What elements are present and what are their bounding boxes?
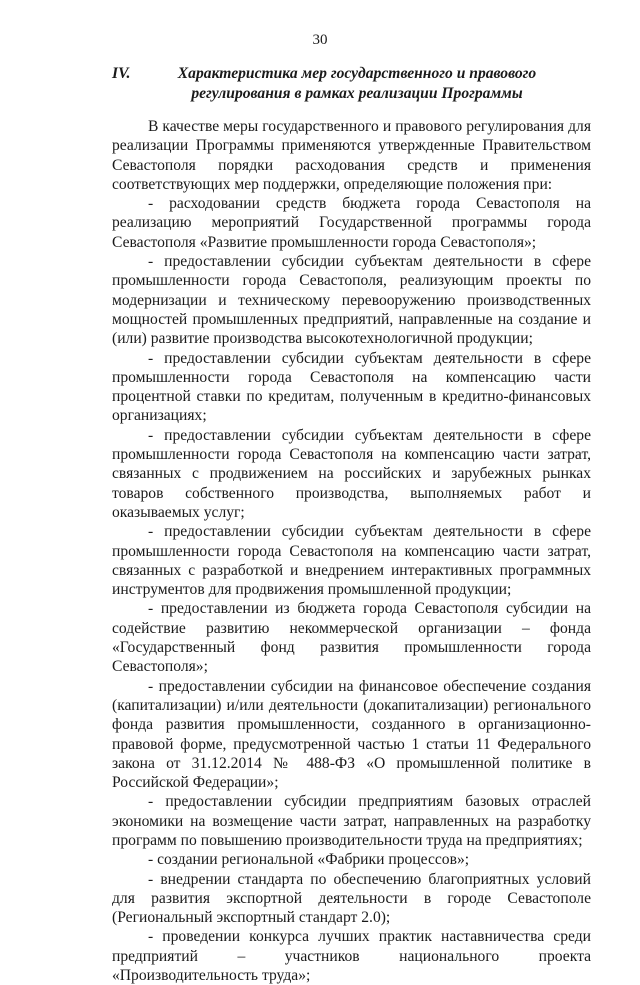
page-number: 30 bbox=[312, 32, 328, 48]
list-item: - внедрении стандарта по обеспечению благоприятных условий для развития экспортной деятельности в городе Севастополе (Региональный экспортный стандарт 2.0); bbox=[112, 870, 591, 927]
section-number: IV. bbox=[112, 65, 131, 82]
list-item: - предоставлении субсидии субъектам деятельности в сфере промышленности города Севастополя на компенсацию части затрат, связанных с продвижением на российских и зарубежных рынках товаров собственного производства, выполняемых работ и оказываемых услуг; bbox=[112, 426, 591, 521]
list-item: - предоставлении субсидии субъектам деятельности в сфере промышленности города Севастополя, реализующим проекты по модернизации и техническому перевооружению производственных мощностей промышленных предприятий, направленные на создание и (или) развитие производства высокотехнологичной продукции; bbox=[112, 253, 591, 348]
list-item: - создании региональной «Фабрики процессов»; bbox=[148, 851, 470, 869]
list-item: - предоставлении субсидии на финансовое обеспечение создания (капитализации) и/или деятельности (докапитализации) регионального фонда развития промышленности, созданного в организационно-правовой форме, предусмотренной частью 1 статьи 11 Федерального закона от 31.12.2014 № 488-ФЗ «О промышленной политике в Российской Федерации»; bbox=[112, 677, 591, 792]
list-item: - предоставлении субсидии субъектам деятельности в сфере промышленности города Севастополя на компенсацию части затрат, связанных с разработкой и внедрением интерактивных программных инструментов для продвижения промышленной продукции; bbox=[112, 523, 591, 599]
list-item: - предоставлении субсидии предприятиям базовых отраслей экономики на возмещение части затрат, направленных на разработку программ по повышению производительности труда на предприятиях; bbox=[112, 793, 591, 849]
list-item: - проведении конкурса лучших практик наставничества среди предприятий – участников национального проекта «Производительность труда»; bbox=[112, 928, 591, 985]
intro-paragraph: В качестве меры государственного и правового регулирования для реализации Программы применяются утвержденные Правительством Севастополя порядки расходования средств и применения соответствующих мер поддержки, определяющие положения при: bbox=[112, 118, 591, 193]
list-item: - предоставлении субсидии субъектам деятельности в сфере промышленности города Севастополя на компенсацию части процентной ставки по кредитам, полученным в кредитно-финансовых организациях; bbox=[112, 349, 591, 425]
section-heading bbox=[112, 64, 580, 104]
list-item: - предоставлении из бюджета города Севастополя субсидии на содействие развитию некоммерческой организации – фонда «Государственный фонд развития промышленности города Севастополя»; bbox=[112, 600, 591, 676]
document-body bbox=[112, 117, 591, 985]
section-title: Характеристика мер государственного и правового регулирования в рамках реализации Программы bbox=[177, 65, 537, 102]
list-item: - расходовании средств бюджета города Севастополя на реализацию мероприятий Государственной программы города Севастополя «Развитие промышленности города Севастополя»; bbox=[112, 195, 591, 251]
